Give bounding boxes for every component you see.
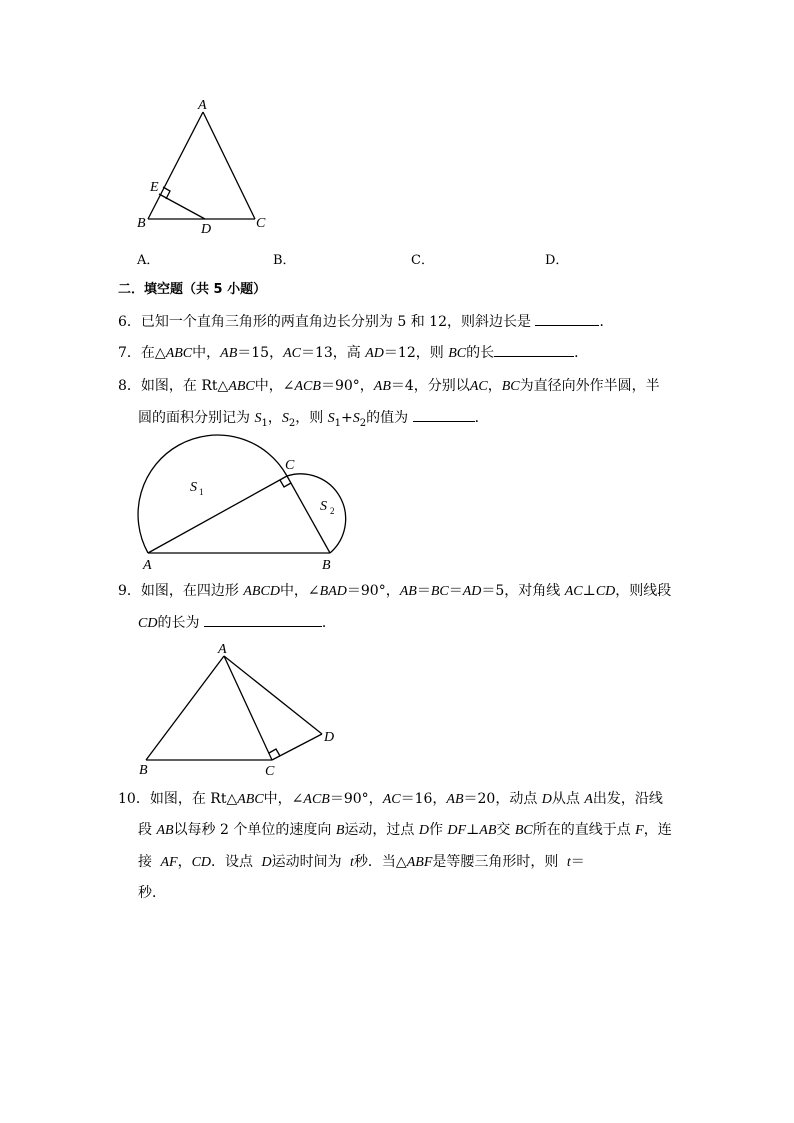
q10-af: AF (160, 855, 178, 870)
q10-text-15: 接 (138, 854, 161, 870)
q10-text-13: 所在的直线于点 (532, 822, 636, 838)
q9-text-5: ，则线段 (615, 583, 672, 599)
question-10-line-2 (138, 820, 672, 841)
q9-text-6: 的长为 (157, 615, 200, 631)
q8-plus: + (341, 410, 353, 426)
fig9-side-ad (224, 656, 322, 734)
option-d[interactable]: D． (545, 253, 569, 268)
q10-cd: CD (191, 855, 212, 870)
q7-text-5: ＝12，则 (383, 345, 449, 361)
q8-s1-sum: S (327, 411, 335, 426)
q7-end: ． (574, 345, 589, 361)
q10-df: DF (447, 823, 467, 838)
q7-ab: AB (220, 346, 238, 361)
fig8-label-s2: S (320, 499, 327, 514)
q8-text-5: ， (487, 378, 502, 394)
q9-bc: BC (430, 584, 449, 599)
q10-text-14: ，连 (643, 822, 672, 838)
q8-text-1: 如图，在 Rt△ (140, 378, 229, 394)
fig5-label-e: E (150, 180, 159, 195)
q10-text-17: ．设点 (211, 854, 262, 870)
q7-number: 7． (118, 345, 141, 361)
q10-text-7: 出发，沿线 (592, 791, 663, 807)
q9-eq-1: ＝ (416, 583, 431, 599)
q8-text-3: ＝90°， (320, 378, 374, 394)
q10-text-11: 作 (428, 822, 448, 838)
q7-ac: AC (283, 346, 301, 361)
fig5-label-d: D (201, 222, 212, 237)
q8-comma: ， (267, 410, 282, 426)
q9-cd: CD (595, 584, 616, 599)
q10-text-18: 运动时间为 (271, 854, 351, 870)
q8-text-4: ＝4，分别以 (390, 378, 470, 394)
q7-text-4: ＝13，高 (300, 345, 366, 361)
q10-text-5: ＝20，动点 (463, 791, 542, 807)
q10-ab: AB (446, 792, 464, 807)
question-10-line-3 (138, 852, 585, 873)
q6-end: ． (599, 314, 614, 330)
fig8-label-s2-sub: 2 (330, 506, 335, 516)
q9-text-1: 如图，在四边形 (140, 583, 244, 599)
q7-text-2: 中， (192, 345, 221, 361)
q10-text-20: 是等腰三角形时，则 (432, 854, 567, 870)
q8-ab: AB (373, 379, 391, 394)
q10-text-12: 交 (496, 822, 515, 838)
fig9-side-ab (146, 656, 224, 760)
q10-text-1: 如图，在 Rt△ (149, 791, 238, 807)
q10-d: D (541, 792, 552, 807)
q8-acb: ACB (294, 379, 321, 394)
q10-text-8: 段 (138, 822, 157, 838)
q9-perp: ⊥ (582, 583, 596, 599)
fig9-diagonal-ac (224, 656, 272, 760)
q7-ad: AD (365, 346, 384, 361)
q10-text-16: ， (177, 854, 192, 870)
q10-ac: AC (382, 792, 401, 807)
q10-text-21: ＝ (570, 854, 585, 870)
q9-ab: AB (399, 584, 417, 599)
option-a[interactable]: A． (137, 253, 160, 268)
q10-t-2: t (566, 855, 571, 870)
fig8-label-s1-sub: 1 (199, 487, 204, 497)
fig8-label-c: C (285, 458, 295, 473)
q8-ac: AC (469, 379, 488, 394)
q9-end: ． (321, 615, 336, 631)
q10-abc: ABC (237, 792, 264, 807)
q8-text-7: 圆的面积分别记为 (138, 410, 255, 426)
q7-text-1: 在△ (140, 345, 166, 361)
fig9-label-a: A (218, 642, 227, 657)
q10-text-9: 以每秒 2 个单位的速度向 (173, 822, 336, 838)
question-10-line-4 (138, 883, 166, 903)
q9-text-3: ＝90°， (346, 583, 400, 599)
q10-abf: ABF (406, 855, 433, 870)
q7-bc: BC (448, 346, 467, 361)
q8-s1-sub: 1 (261, 417, 268, 429)
q10-text-10: 运动，过点 (344, 822, 419, 838)
q10-number: 10． (118, 791, 150, 807)
q8-s1-sum-sub: 1 (334, 417, 342, 429)
q10-d-3: D (261, 855, 272, 870)
q6-text: 已知一个直角三角形的两直角边长分别为 5 和 12，则斜边长是 (140, 314, 531, 330)
q8-s1: S (254, 411, 262, 426)
q9-ac: AC (564, 584, 583, 599)
q9-number: 9． (118, 583, 141, 599)
q10-f: F (635, 823, 644, 838)
q8-bc: BC (501, 379, 520, 394)
q9-abcd: ABCD (243, 584, 280, 599)
q8-s2-sub: 2 (288, 417, 296, 429)
q6-number: 6． (118, 314, 141, 330)
q10-text-22: 秒． (138, 885, 166, 901)
fig5-label-c: C (256, 216, 266, 231)
fig9-label-c: C (265, 764, 275, 779)
q10-text-3: ＝90°， (329, 791, 383, 807)
q10-text-6: 从点 (551, 791, 585, 807)
fig5-label-a: A (198, 98, 207, 113)
fig8-label-s1: S (190, 480, 197, 495)
question-10-line-1 (118, 789, 663, 810)
q9-text-4: ＝5，对角线 (481, 583, 565, 599)
fig5-label-b: B (137, 216, 146, 231)
q8-abc: ABC (228, 379, 255, 394)
q10-text-19: 秒．当△ (353, 854, 407, 870)
option-b[interactable]: B． (273, 253, 296, 268)
q8-text-8: ，则 (295, 410, 328, 426)
fig8-label-a: A (143, 558, 152, 573)
q8-text-2: 中，∠ (254, 378, 295, 394)
q8-s2: S (281, 411, 289, 426)
q8-number: 8． (118, 378, 141, 394)
section-title: 二．填空题（共 5 小题） (118, 282, 267, 297)
fig9-label-b: B (139, 763, 148, 778)
q10-ab-3: AB (479, 823, 497, 838)
q10-t: t (350, 855, 354, 870)
q7-text-6: 的长 (466, 345, 495, 361)
fig8-label-b: B (322, 558, 331, 573)
q8-end: ． (474, 410, 489, 426)
option-c[interactable]: C． (411, 253, 434, 268)
q8-text-6: 为直径向外作半圆，半 (519, 378, 660, 394)
q8-s2-sum: S (352, 411, 360, 426)
q9-eq-2: ＝ (448, 583, 463, 599)
q10-b: B (335, 823, 345, 838)
q10-bc: BC (514, 823, 533, 838)
q8-text-9: 的值为 (366, 410, 409, 426)
fig9-right-angle-mark (269, 749, 280, 756)
q10-text-2: 中，∠ (263, 791, 304, 807)
q8-s2-sum-sub: 2 (359, 417, 367, 429)
q10-d-2: D (418, 823, 429, 838)
q9-text-2: 中，∠ (279, 583, 320, 599)
q9-bad: BAD (319, 584, 347, 599)
q10-perp: ⊥ (466, 822, 480, 838)
q10-ab-2: AB (156, 823, 174, 838)
q10-text-4: ＝16， (400, 791, 447, 807)
q9-cd-2: CD (138, 616, 158, 631)
q9-ad: AD (462, 584, 482, 599)
q10-acb: ACB (303, 792, 330, 807)
fig9-label-d: D (324, 730, 335, 745)
q7-text-3: ＝15， (237, 345, 284, 361)
q10-a: A (584, 792, 593, 807)
q7-abc: ABC (165, 346, 193, 361)
